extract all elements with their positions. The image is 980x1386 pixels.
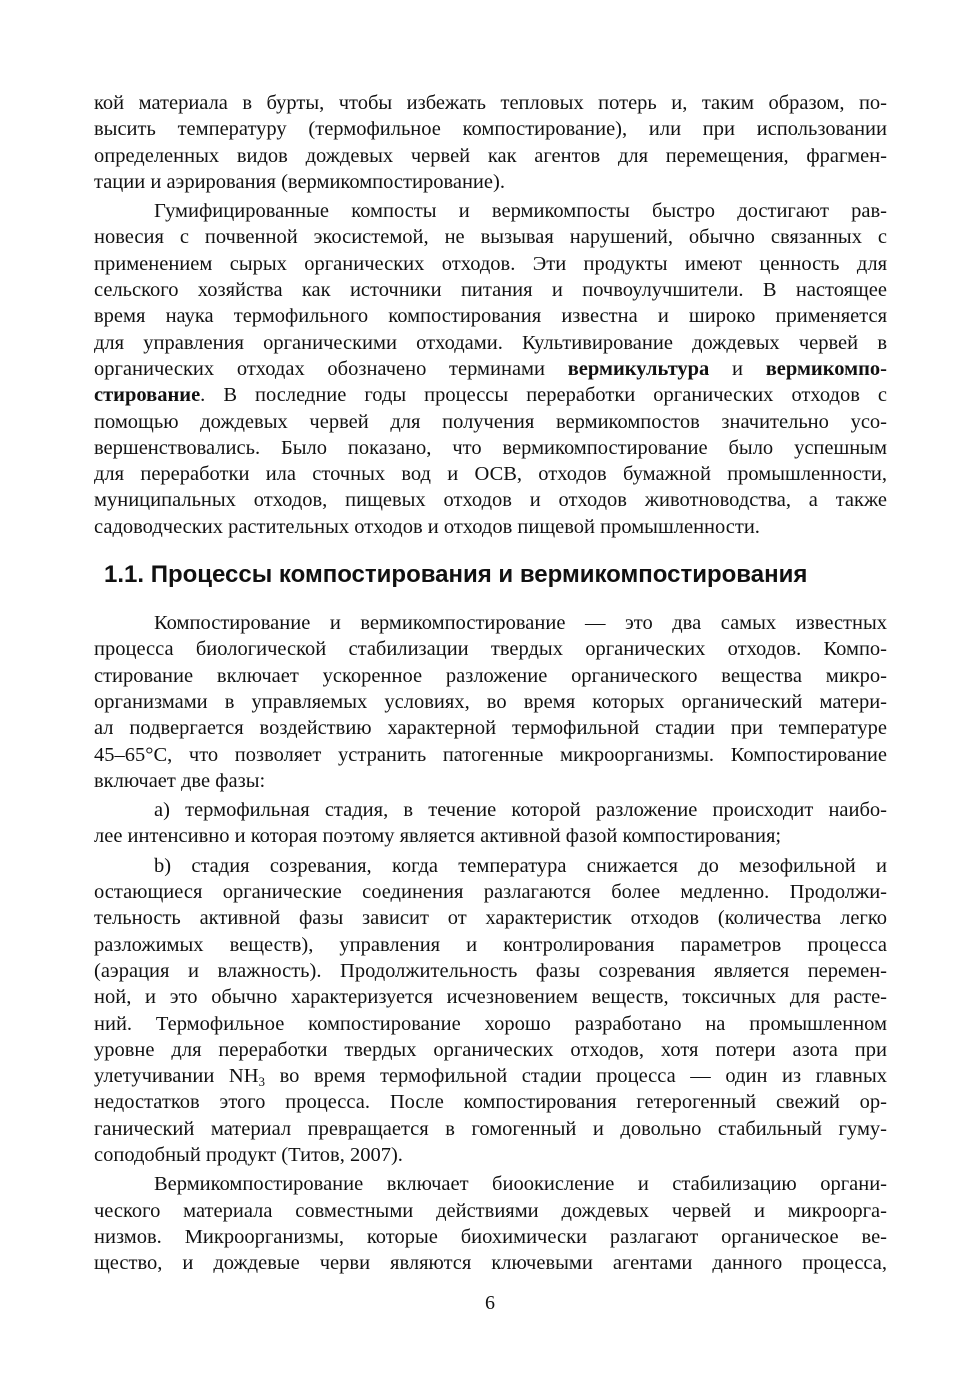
text-line: b) стадия созревания, когда температура снижается до мезофильной и bbox=[154, 854, 887, 877]
text-line: низмов. Микроорганизмы, которые биохимически разлагают органическое ве- bbox=[94, 1225, 887, 1248]
text-line: новесия с почвенной экосистемой, не вызывая нарушений, обычно связанных с bbox=[94, 226, 887, 249]
page-number: 6 bbox=[485, 1292, 495, 1314]
list-item-a bbox=[94, 797, 887, 850]
text-segment: и bbox=[709, 357, 766, 380]
text-segment: органических отходах обозначено терминами bbox=[94, 357, 568, 380]
text-line: время наука термофильного компостирования известна и широко применяется bbox=[94, 305, 887, 328]
text-segment: . В последние годы процессы переработки органических отходов с bbox=[200, 384, 887, 407]
text-line: высить температуру (термофильное компостирование), или при использовании bbox=[94, 118, 887, 141]
subscript: 3 bbox=[258, 1074, 266, 1090]
text-line: а) термофильная стадия, в течение которой разложение происходит наибо- bbox=[154, 799, 887, 822]
text-line: муниципальных отходов, пищевых отходов и отходов животноводства, а также bbox=[94, 489, 887, 512]
paragraph-6 bbox=[94, 1171, 887, 1276]
paragraph-1 bbox=[94, 90, 887, 195]
text-line: ал подвергается воздействию характерной термофильной стадии при температуре bbox=[94, 717, 887, 740]
text-line: помощью дождевых червей для получения вермикомпостов значительно усо- bbox=[94, 410, 887, 433]
text-line: 45–65°C, что позволяет устранить патогенные микроорганизмы. Компостирование bbox=[94, 743, 887, 766]
text-line: применением сырых органических отходов. Эти продукты имеют ценность для bbox=[94, 252, 887, 275]
page-body bbox=[94, 90, 887, 1279]
text-line: Компостирование и вермикомпостирование — это два самых известных bbox=[154, 612, 887, 635]
text-line: процесса биологической стабилизации твердых органических отходов. Компо- bbox=[94, 638, 887, 661]
paragraph-2 bbox=[94, 198, 887, 540]
text-line bbox=[94, 356, 887, 382]
text-line: ний. Термофильное компостирование хорошо разработано на промышленном bbox=[94, 1012, 887, 1035]
text-line: для переработки ила сточных вод и ОСВ, отходов бумажной промышленности, bbox=[94, 463, 887, 486]
text-line: сельского хозяйства как источники питания и почвоулучшители. В настоящее bbox=[94, 279, 887, 302]
text-line: организмами в управляемых условиях, во время которых органический матери- bbox=[94, 690, 887, 713]
text-line: ной, и это обычно характеризуется исчезновением веществ, токсичных для расте- bbox=[94, 986, 887, 1009]
section-heading: 1.1. Процессы компостирования и вермикомпостирования bbox=[104, 561, 808, 589]
text-segment: во время термофильной стадии процесса — один из главных bbox=[265, 1065, 887, 1088]
text-line: тации и аэрирования (вермикомпостирование). bbox=[94, 170, 505, 193]
text-line: недостатков этого процесса. После компостирования гетерогенный свежий ор- bbox=[94, 1091, 887, 1114]
term-vermiculture: вермикультура bbox=[567, 357, 710, 380]
text-line: вершенствовались. Было показано, что вермикомпостирование было успешным bbox=[94, 436, 887, 459]
text-line: кой материала в бурты, чтобы избежать тепловых потерь и, таким образом, по- bbox=[94, 92, 887, 114]
text-line: ганический материал превращается в гомогенный и довольно стабильный гуму- bbox=[94, 1117, 887, 1140]
text-line: включает две фазы: bbox=[94, 769, 266, 792]
text-line: определенных видов дождевых червей как агентов для перемещения, фрагмен- bbox=[94, 144, 887, 167]
text-line: Вермикомпостирование включает биоокисление и стабилизацию органи- bbox=[154, 1173, 887, 1196]
term-vermicomposting: вермикомпо- bbox=[765, 357, 887, 380]
text-line: (аэрация и влажность). Продолжительность фазы созревания является перемен- bbox=[94, 959, 887, 982]
text-line: разложимых веществ), управления и контролирования параметров процесса bbox=[94, 933, 887, 956]
text-line: остающиеся органические соединения разлагаются более медленно. Продолжи- bbox=[94, 881, 887, 904]
text-line: Гумифицированные компосты и вермикомпосты быстро достигают рав- bbox=[154, 200, 887, 223]
text-line: щество, и дождевые черви являются ключевыми агентами данного процесса, bbox=[94, 1252, 887, 1275]
text-line: лее интенсивно и которая поэтому является активной фазой компостирования; bbox=[94, 825, 782, 848]
text-line: тельность активной фазы зависит от характеристик отходов (количества легко bbox=[94, 907, 887, 930]
list-item-b bbox=[94, 853, 887, 1169]
text-line: уровне для переработки твердых органических отходов, хотя потери азота при bbox=[94, 1038, 887, 1061]
term-vermicomposting-end: стирование bbox=[94, 384, 201, 407]
text-line bbox=[94, 382, 887, 408]
paragraph-3 bbox=[94, 610, 887, 794]
text-line bbox=[94, 1063, 887, 1089]
text-segment: улетучивании NH bbox=[94, 1065, 259, 1088]
text-line: садоводческих растительных отходов и отходов пищевой промышленности. bbox=[94, 515, 760, 538]
text-line: стирование включает ускоренное разложение органического вещества микро- bbox=[94, 664, 887, 687]
text-line: соподобный продукт (Титов, 2007). bbox=[94, 1143, 403, 1166]
text-line: ческого материала совместными действиями дождевых червей и микроорга- bbox=[94, 1199, 887, 1222]
text-line: для управления органическими отходами. Культивирование дождевых червей в bbox=[94, 331, 887, 354]
